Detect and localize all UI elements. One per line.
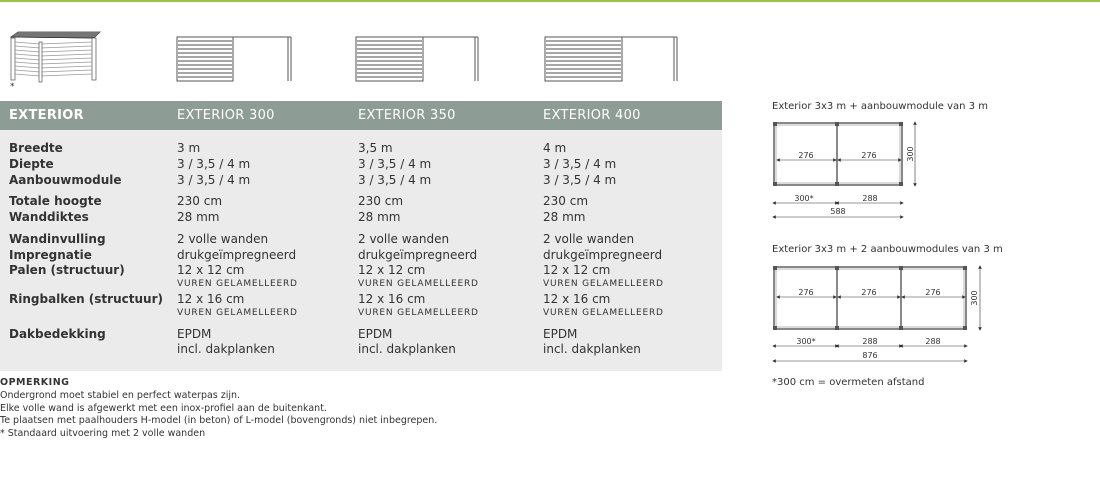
plan-2-bottom-2: 288 [862,337,878,346]
sub-ringbalken-300: VUREN GELAMELLEERD [177,308,298,318]
value-diepte-350: 3 / 3,5 / 4 m [358,157,432,171]
pergola-3d-thumbnail [8,30,103,92]
header-exterior-300: EXTERIOR 300 [177,108,275,123]
plan-1-inner-1: 276 [798,151,814,160]
value-aanbouwmodule-300: 3 / 3,5 / 4 m [177,173,251,187]
value-impregnatie-300: drukgeïmpregneerd [177,248,297,262]
row-label-palen: Palen (structuur) [9,263,125,277]
value-palen-300: 12 x 12 cm [177,263,245,277]
thumbnail-asterisk: * [10,82,15,92]
remark-line-1: Ondergrond moet stabiel en perfect waterpas zijn. [0,389,241,401]
sub-dakbedekking-400: incl. dakplanken [543,342,641,356]
value-wandinvulling-400: 2 volle wanden [543,232,635,246]
plan-2-title: Exterior 3x3 m + 2 aanbouwmodules van 3 m [772,244,1003,255]
value-wandinvulling-300: 2 volle wanden [177,232,269,246]
remark-line-3: Te plaatsen met paalhouders H-model (in beton) of L-model (bovengronds) niet inbegrepen. [0,415,438,427]
value-ringbalken-400: 12 x 16 cm [543,292,611,306]
remark-line-4: * Standaard uitvoering met 2 volle wanden [0,428,206,440]
value-wanddiktes-400: 28 mm [543,210,586,224]
plan-1-bottom-1: 300* [794,194,814,203]
row-label-breedte: Breedte [9,141,63,155]
value-impregnatie-400: drukgeïmpregneerd [543,248,663,262]
row-label-aanbouwmodule: Aanbouwmodule [9,173,122,187]
sub-dakbedekking-350: incl. dakplanken [358,342,456,356]
plan-2-inner-3: 276 [925,288,941,297]
sub-palen-400: VUREN GELAMELLEERD [543,279,664,289]
sub-palen-350: VUREN GELAMELLEERD [358,279,479,289]
value-ringbalken-350: 12 x 16 cm [358,292,426,306]
row-label-ringbalken: Ringbalken (structuur) [9,292,163,306]
spec-table-header [0,101,722,130]
sub-ringbalken-350: VUREN GELAMELLEERD [358,308,479,318]
value-hoogte-400: 230 cm [543,194,589,208]
header-exterior: EXTERIOR [9,108,84,123]
remark-line-2: Elke volle wand is afgewerkt met een inox-profiel aan de buitenkant. [0,402,327,414]
value-aanbouwmodule-350: 3 / 3,5 / 4 m [358,173,432,187]
value-wandinvulling-350: 2 volle wanden [358,232,450,246]
row-label-totale-hoogte: Totale hoogte [9,194,102,208]
sub-palen-300: VUREN GELAMELLEERD [177,279,298,289]
value-diepte-400: 3 / 3,5 / 4 m [543,157,617,171]
value-impregnatie-350: drukgeïmpregneerd [358,248,478,262]
value-dakbedekking-400: EPDM [543,327,578,341]
exterior-350-thumbnail [355,35,479,83]
value-wanddiktes-300: 28 mm [177,210,220,224]
plan-2-inner-2: 276 [861,288,877,297]
row-label-wanddiktes: Wanddiktes [9,210,89,224]
row-label-diepte: Diepte [9,157,54,171]
value-breedte-400: 4 m [543,141,567,155]
plan-1-height: 300 [906,146,915,162]
plan-2-inner-1: 276 [798,288,814,297]
value-aanbouwmodule-400: 3 / 3,5 / 4 m [543,173,617,187]
plan-2-height: 300 [970,290,979,306]
value-breedte-300: 3 m [177,141,201,155]
remarks-block [0,377,720,441]
plan-2-bottom-1: 300* [796,337,816,346]
header-exterior-350: EXTERIOR 350 [358,108,456,123]
plan-1-diagram [770,118,920,222]
row-label-impregnatie: Impregnatie [9,248,92,262]
row-label-wandinvulling: Wandinvulling [9,232,106,246]
plan-1-inner-2: 276 [861,151,877,160]
plan-1-title: Exterior 3x3 m + aanbouwmodule van 3 m [772,101,988,112]
value-breedte-350: 3,5 m [358,141,393,155]
value-palen-400: 12 x 12 cm [543,263,611,277]
exterior-400-thumbnail [544,35,678,83]
plan-1-total: 588 [830,207,846,216]
remarks-title: OPMERKING [0,377,70,388]
value-hoogte-350: 230 cm [358,194,404,208]
plan-footnote: *300 cm = overmeten afstand [772,377,925,388]
plan-2-diagram [770,262,990,368]
value-diepte-300: 3 / 3,5 / 4 m [177,157,251,171]
value-palen-350: 12 x 12 cm [358,263,426,277]
sub-dakbedekking-300: incl. dakplanken [177,342,275,356]
value-dakbedekking-300: EPDM [177,327,212,341]
top-accent-line [0,0,1100,2]
value-ringbalken-300: 12 x 16 cm [177,292,245,306]
value-wanddiktes-350: 28 mm [358,210,401,224]
header-exterior-400: EXTERIOR 400 [543,108,641,123]
row-label-dakbedekking: Dakbedekking [9,327,106,341]
sub-ringbalken-400: VUREN GELAMELLEERD [543,308,664,318]
exterior-300-thumbnail [176,35,292,83]
plan-1-bottom-2: 288 [862,194,878,203]
plan-2-total: 876 [862,351,878,360]
value-hoogte-300: 230 cm [177,194,223,208]
spec-table [0,101,722,371]
value-dakbedekking-350: EPDM [358,327,393,341]
plan-2-bottom-3: 288 [925,337,941,346]
